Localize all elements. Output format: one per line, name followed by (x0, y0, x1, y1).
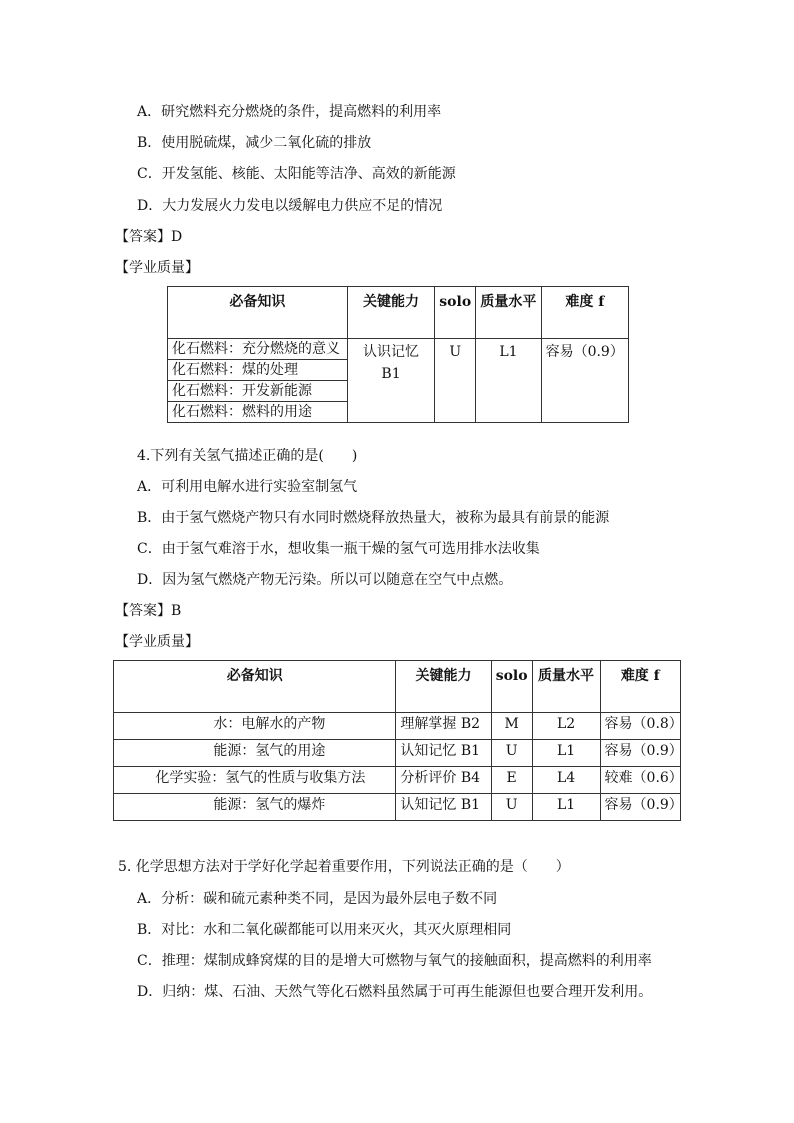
q4-quality-table (113, 660, 681, 821)
q3-quality-label: 【学业质量】 (115, 260, 199, 276)
table-cell: 理解掌握 B2 (396, 713, 491, 740)
q4-option-a: A．可利用电解水进行实验室制氢气 (137, 479, 358, 495)
q3-option-c: C．开发氢能、核能、太阳能等洁净、高效的新能源 (137, 166, 456, 182)
table-cell: 容易（0.9） (600, 794, 680, 821)
header-solo: solo (435, 287, 476, 339)
q5-stem: 5. 化学思想方法对于学好化学起着重要作用，下列说法正确的是（ ） (118, 859, 570, 875)
q5-option-a: A．分析：碳和硫元素种类不同，是因为最外层电子数不同 (137, 891, 498, 907)
table-row (114, 794, 681, 821)
header-difficulty: 难度 f (600, 661, 680, 713)
table-cell: E (491, 767, 532, 794)
table-cell: 认知记忆 B1 (396, 740, 491, 767)
table-cell-knowledge: 化石燃料：煤的处理 (168, 360, 348, 381)
table-cell-ability (347, 339, 434, 423)
q5-option-c: C．推理：煤制成蜂窝煤的目的是增大可燃物与氧气的接触面积，提高燃料的利用率 (137, 953, 652, 969)
q3-option-a: A．研究燃料充分燃烧的条件，提高燃料的利用率 (137, 104, 442, 120)
table-cell: 较难（0.6） (600, 767, 680, 794)
table-cell-level: L1 (476, 339, 541, 423)
q4-quality-label: 【学业质量】 (115, 634, 199, 650)
header-ability: 关键能力 (396, 661, 491, 713)
table-row (114, 713, 681, 740)
q4-option-b: B．由于氢气燃烧产物只有水同时燃烧释放热量大，被称为最具有前景的能源 (137, 510, 610, 526)
header-solo: solo (491, 661, 532, 713)
table-cell-solo: U (435, 339, 476, 423)
table-cell-knowledge: 化石燃料：开发新能源 (168, 381, 348, 402)
table-cell: 分析评价 B4 (396, 767, 491, 794)
table-cell-knowledge: 化石燃料：充分燃烧的意义 (168, 339, 348, 360)
table-row (114, 740, 681, 767)
table-cell: 容易（0.9） (600, 740, 680, 767)
ability-text: 认识记忆 (363, 344, 419, 360)
table-cell: L2 (532, 713, 600, 740)
table-cell: U (491, 794, 532, 821)
header-ability: 关键能力 (347, 287, 434, 339)
q4-answer: 【答案】B (115, 603, 182, 619)
table-cell-knowledge: 化石燃料：燃料的用途 (168, 402, 348, 423)
table-cell: 化学实验：氢气的性质与收集方法 (114, 767, 396, 794)
table-cell: M (491, 713, 532, 740)
table-cell: 水：电解水的产物 (114, 713, 396, 740)
q3-option-b: B．使用脱硫煤，减少二氧化硫的排放 (137, 135, 372, 151)
header-knowledge: 必备知识 (114, 661, 396, 713)
table-cell: 能源：氢气的爆炸 (114, 794, 396, 821)
ability-code: B1 (381, 366, 401, 382)
table-cell: 认知记忆 B1 (396, 794, 491, 821)
table-cell: L4 (532, 767, 600, 794)
header-difficulty: 难度 f (541, 287, 628, 339)
q3-answer: 【答案】D (115, 229, 183, 245)
q5-option-b: B．对比：水和二氧化碳都能可以用来灭火，其灭火原理相同 (137, 922, 512, 938)
q4-option-c: C．由于氢气难溶于水，想收集一瓶干燥的氢气可选用排水法收集 (137, 541, 540, 557)
table-cell: L1 (532, 794, 600, 821)
q3-quality-table (167, 286, 629, 423)
table-cell: L1 (532, 740, 600, 767)
q4-option-d: D．因为氢气燃烧产物无污染。所以可以随意在空气中点燃。 (137, 572, 513, 588)
header-level: 质量水平 (476, 287, 541, 339)
table-cell: 容易（0.8） (600, 713, 680, 740)
table-row (114, 767, 681, 794)
table-cell: 能源：氢气的用途 (114, 740, 396, 767)
q4-stem: 4.下列有关氢气描述正确的是( ) (137, 448, 358, 464)
header-knowledge: 必备知识 (168, 287, 348, 339)
q3-option-d: D．大力发展火力发电以缓解电力供应不足的情况 (137, 198, 443, 214)
table-cell-difficulty: 容易（0.9） (541, 339, 628, 423)
table-cell: U (491, 740, 532, 767)
q5-option-d: D．归纳：煤、石油、天然气等化石燃料虽然属于可再生能源但也要合理开发利用。 (137, 984, 653, 1000)
header-level: 质量水平 (532, 661, 600, 713)
